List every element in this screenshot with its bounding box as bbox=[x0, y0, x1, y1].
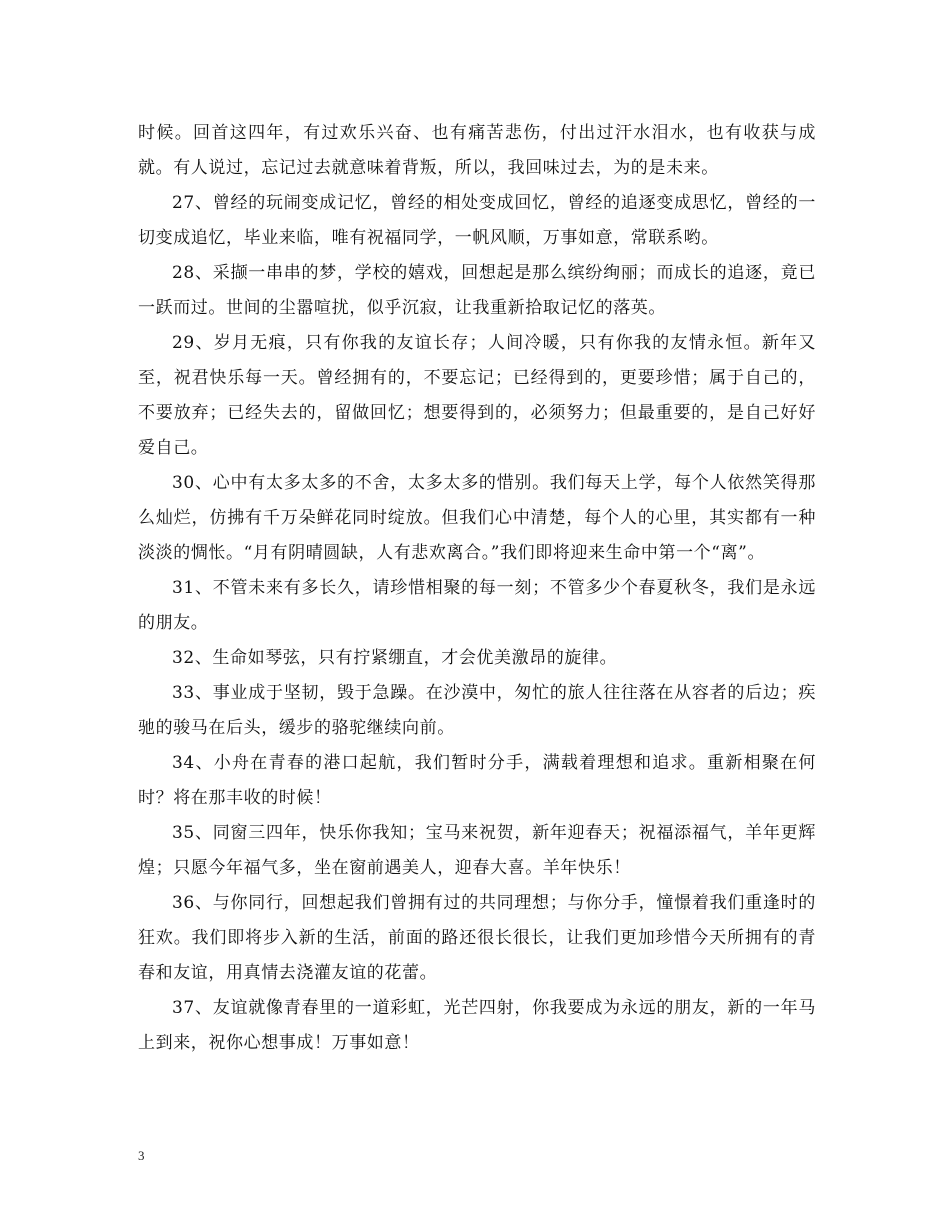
paragraph-35: 35、同窗三四年，快乐你我知；宝马来祝贺，新年迎春天；祝福添福气，羊年更辉煌；只愿今年福气多，坐在窗前遇美人，迎春大喜。羊年快乐！ bbox=[138, 823, 816, 878]
paragraph-34: 34、小舟在青春的港口起航，我们暂时分手，满载着理想和追求。重新相聚在何时？将在那丰收的时候！ bbox=[138, 753, 816, 808]
paragraph-31: 31、不管未来有多长久，请珍惜相聚的每一刻；不管多少个春夏秋冬，我们是永远的朋友。 bbox=[138, 578, 816, 633]
paragraph-37: 37、友谊就像青春里的一道彩虹，光芒四射，你我要成为永远的朋友，新的一年马上到来，祝你心想事成！万事如意！ bbox=[138, 998, 816, 1053]
paragraph-36: 36、与你同行，回想起我们曾拥有过的共同理想；与你分手，憧憬着我们重逢时的狂欢。我们即将步入新的生活，前面的路还很长很长，让我们更加珍惜今天所拥有的青春和友谊，用真情去浇灌友谊的花蕾。 bbox=[138, 893, 816, 983]
paragraph-28: 28、采撷一串串的梦，学校的嬉戏，回想起是那么缤纷绚丽；而成长的追逐，竟已一跃而过。世间的尘嚣喧扰，似乎沉寂，让我重新拾取记忆的落英。 bbox=[138, 263, 816, 318]
paragraph-33: 33、事业成于坚韧，毁于急躁。在沙漠中，匆忙的旅人往往落在从容者的后边；疾驰的骏马在后头，缓步的骆驼继续向前。 bbox=[138, 683, 816, 738]
paragraph-30: 30、心中有太多太多的不舍，太多太多的惜别。我们每天上学，每个人依然笑得那么灿烂，仿拂有千万朵鲜花同时绽放。但我们心中清楚，每个人的心里，其实都有一种淡淡的惆怅。“月有阴晴圆缺，人有悲欢离合。”我们即将迎来生命中第一个“离”。 bbox=[138, 473, 816, 563]
paragraph-27: 27、曾经的玩闹变成记忆，曾经的相处变成回忆，曾经的追逐变成思忆，曾经的一切变成追忆，毕业来临，唯有祝福同学，一帆风顺，万事如意，常联系哟。 bbox=[138, 193, 816, 248]
document-body bbox=[138, 116, 816, 1061]
paragraph-32: 32、生命如琴弦，只有拧紧绷直，才会优美激昂的旋律。 bbox=[172, 648, 618, 668]
page-number: 3 bbox=[138, 1148, 145, 1163]
paragraph-29: 29、岁月无痕，只有你我的友谊长存；人间冷暖，只有你我的友情永恒。新年又至，祝君快乐每一天。曾经拥有的，不要忘记；已经得到的，更要珍惜；属于自己的，不要放弃；已经失去的，留做回忆；想要得到的，必须努力；但最重要的，是自己好好爱自己。 bbox=[138, 333, 816, 458]
paragraph-continuation: 时候。回首这四年，有过欢乐兴奋、也有痛苦悲伤，付出过汗水泪水，也有收获与成就。有人说过，忘记过去就意味着背叛，所以，我回味过去，为的是未来。 bbox=[138, 123, 816, 178]
